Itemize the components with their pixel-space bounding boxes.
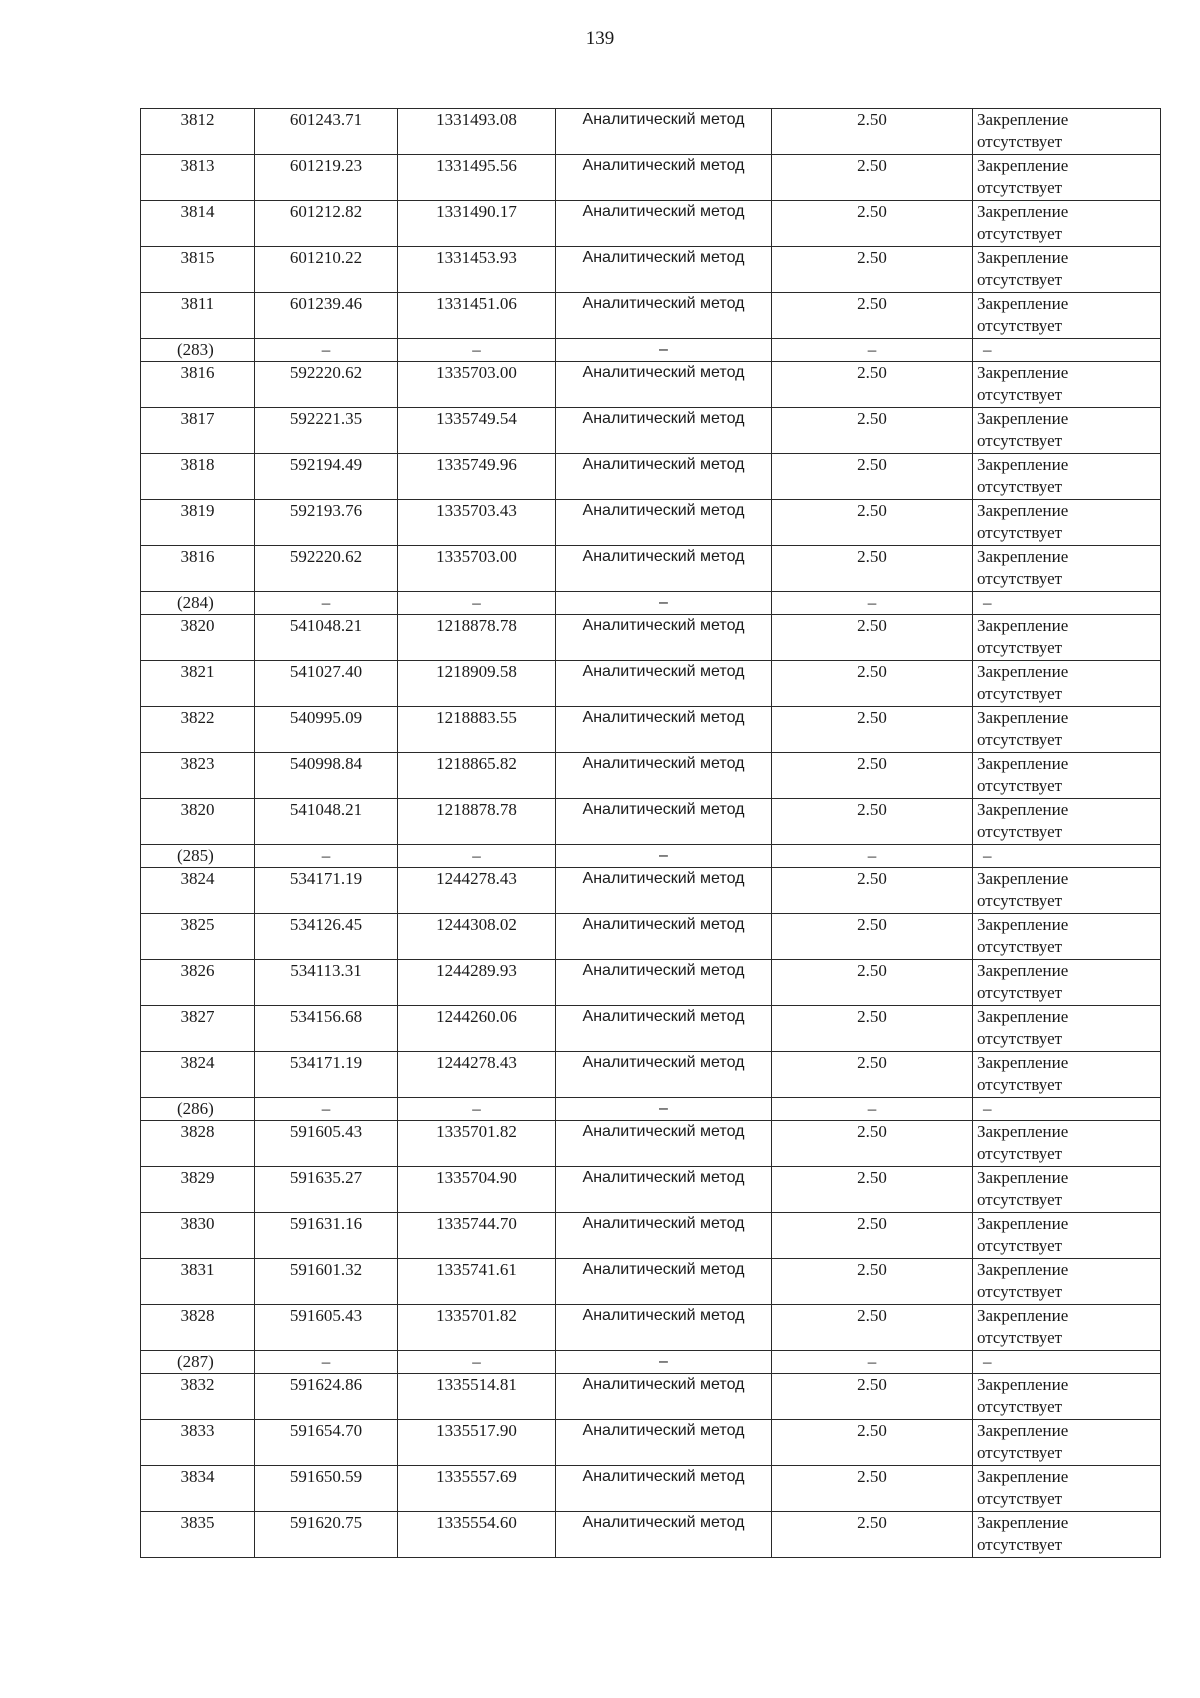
point-number-cell: 3816 <box>141 546 255 592</box>
method-cell: Аналитический метод <box>556 546 772 592</box>
accuracy-cell: 2.50 <box>772 661 973 707</box>
point-number-cell: 3830 <box>141 1213 255 1259</box>
y-coordinate-cell: 1335749.54 <box>398 408 556 454</box>
method-cell: Аналитический метод <box>556 408 772 454</box>
fixation-cell: Закрепление отсутствует <box>973 155 1161 201</box>
x-coordinate-cell: – <box>255 592 398 615</box>
table-row <box>141 201 1161 247</box>
x-coordinate-cell: 534171.19 <box>255 868 398 914</box>
method-cell: Аналитический метод <box>556 1259 772 1305</box>
method-cell: Аналитический метод <box>556 1121 772 1167</box>
point-number-cell: 3829 <box>141 1167 255 1213</box>
fixation-cell: – <box>973 845 1161 868</box>
accuracy-cell: 2.50 <box>772 109 973 155</box>
method-cell: Аналитический метод <box>556 1305 772 1351</box>
table-row <box>141 247 1161 293</box>
fixation-cell: Закрепление отсутствует <box>973 1167 1161 1213</box>
accuracy-cell: 2.50 <box>772 914 973 960</box>
method-cell: Аналитический метод <box>556 500 772 546</box>
method-cell: Аналитический метод <box>556 868 772 914</box>
y-coordinate-cell: 1335703.00 <box>398 362 556 408</box>
accuracy-cell: 2.50 <box>772 1213 973 1259</box>
fixation-cell: Закрепление отсутствует <box>973 109 1161 155</box>
y-coordinate-cell: 1331490.17 <box>398 201 556 247</box>
y-coordinate-cell: 1335557.69 <box>398 1466 556 1512</box>
point-number-cell: (286) <box>141 1098 255 1121</box>
y-coordinate-cell: 1244278.43 <box>398 868 556 914</box>
point-number-cell: 3814 <box>141 201 255 247</box>
table-row <box>141 155 1161 201</box>
point-number-cell: 3827 <box>141 1006 255 1052</box>
accuracy-cell: 2.50 <box>772 293 973 339</box>
x-coordinate-cell: 591631.16 <box>255 1213 398 1259</box>
table-row <box>141 1305 1161 1351</box>
fixation-cell: Закрепление отсутствует <box>973 408 1161 454</box>
x-coordinate-cell: 592194.49 <box>255 454 398 500</box>
point-number-cell: 3835 <box>141 1512 255 1558</box>
point-number-cell: 3820 <box>141 799 255 845</box>
y-coordinate-cell: 1244289.93 <box>398 960 556 1006</box>
method-cell: Аналитический метод <box>556 201 772 247</box>
method-cell: Аналитический метод <box>556 1374 772 1420</box>
fixation-cell: Закрепление отсутствует <box>973 661 1161 707</box>
point-number-cell: 3831 <box>141 1259 255 1305</box>
method-cell: Аналитический метод <box>556 1167 772 1213</box>
accuracy-cell: 2.50 <box>772 155 973 201</box>
y-coordinate-cell: 1244308.02 <box>398 914 556 960</box>
point-number-cell: 3811 <box>141 293 255 339</box>
page-number: 139 <box>585 28 615 49</box>
fixation-cell: Закрепление отсутствует <box>973 293 1161 339</box>
table-row <box>141 1006 1161 1052</box>
table-row <box>141 1213 1161 1259</box>
y-coordinate-cell: 1335554.60 <box>398 1512 556 1558</box>
x-coordinate-cell: 591650.59 <box>255 1466 398 1512</box>
point-number-cell: 3824 <box>141 1052 255 1098</box>
y-coordinate-cell: 1244278.43 <box>398 1052 556 1098</box>
x-coordinate-cell: 601210.22 <box>255 247 398 293</box>
accuracy-cell: 2.50 <box>772 201 973 247</box>
fixation-cell: – <box>973 339 1161 362</box>
table-row <box>141 615 1161 661</box>
fixation-cell: – <box>973 1351 1161 1374</box>
table-row <box>141 914 1161 960</box>
accuracy-cell: – <box>772 845 973 868</box>
fixation-cell: Закрепление отсутствует <box>973 753 1161 799</box>
table-row <box>141 1466 1161 1512</box>
accuracy-cell: 2.50 <box>772 1512 973 1558</box>
accuracy-cell: 2.50 <box>772 408 973 454</box>
method-cell: Аналитический метод <box>556 1512 772 1558</box>
y-coordinate-cell: 1335701.82 <box>398 1121 556 1167</box>
y-coordinate-cell: 1335517.90 <box>398 1420 556 1466</box>
point-number-cell: 3825 <box>141 914 255 960</box>
accuracy-cell: – <box>772 339 973 362</box>
accuracy-cell: 2.50 <box>772 247 973 293</box>
y-coordinate-cell: 1335749.96 <box>398 454 556 500</box>
table-row <box>141 1167 1161 1213</box>
method-cell: Аналитический метод <box>556 753 772 799</box>
fixation-cell: Закрепление отсутствует <box>973 201 1161 247</box>
accuracy-cell: 2.50 <box>772 960 973 1006</box>
method-cell: Аналитический метод <box>556 109 772 155</box>
x-coordinate-cell: 534126.45 <box>255 914 398 960</box>
table-row <box>141 500 1161 546</box>
accuracy-cell: 2.50 <box>772 1167 973 1213</box>
y-coordinate-cell: 1331453.93 <box>398 247 556 293</box>
x-coordinate-cell: 591601.32 <box>255 1259 398 1305</box>
fixation-cell: Закрепление отсутствует <box>973 1006 1161 1052</box>
method-cell: Аналитический метод <box>556 293 772 339</box>
x-coordinate-cell: 601243.71 <box>255 109 398 155</box>
point-number-cell: 3824 <box>141 868 255 914</box>
method-cell: Аналитический метод <box>556 362 772 408</box>
x-coordinate-cell: – <box>255 1351 398 1374</box>
x-coordinate-cell: 591654.70 <box>255 1420 398 1466</box>
table-row <box>141 1420 1161 1466</box>
method-cell: – <box>556 339 772 362</box>
fixation-cell: Закрепление отсутствует <box>973 1259 1161 1305</box>
y-coordinate-cell: – <box>398 1351 556 1374</box>
fixation-cell: Закрепление отсутствует <box>973 615 1161 661</box>
y-coordinate-cell: 1335744.70 <box>398 1213 556 1259</box>
method-cell: Аналитический метод <box>556 914 772 960</box>
table-row <box>141 753 1161 799</box>
accuracy-cell: 2.50 <box>772 868 973 914</box>
x-coordinate-cell: 541048.21 <box>255 615 398 661</box>
fixation-cell: Закрепление отсутствует <box>973 1121 1161 1167</box>
method-cell: Аналитический метод <box>556 1052 772 1098</box>
table-row <box>141 1259 1161 1305</box>
method-cell: Аналитический метод <box>556 247 772 293</box>
method-cell: Аналитический метод <box>556 615 772 661</box>
accuracy-cell: 2.50 <box>772 500 973 546</box>
point-number-cell: 3816 <box>141 362 255 408</box>
method-cell: – <box>556 592 772 615</box>
accuracy-cell: 2.50 <box>772 1121 973 1167</box>
fixation-cell: Закрепление отсутствует <box>973 1420 1161 1466</box>
y-coordinate-cell: 1218883.55 <box>398 707 556 753</box>
fixation-cell: Закрепление отсутствует <box>973 799 1161 845</box>
point-number-cell: 3828 <box>141 1305 255 1351</box>
method-cell: Аналитический метод <box>556 960 772 1006</box>
table-row <box>141 109 1161 155</box>
method-cell: Аналитический метод <box>556 155 772 201</box>
point-number-cell: 3828 <box>141 1121 255 1167</box>
fixation-cell: Закрепление отсутствует <box>973 362 1161 408</box>
x-coordinate-cell: – <box>255 339 398 362</box>
method-cell: – <box>556 845 772 868</box>
accuracy-cell: 2.50 <box>772 615 973 661</box>
fixation-cell: – <box>973 592 1161 615</box>
y-coordinate-cell: 1335514.81 <box>398 1374 556 1420</box>
fixation-cell: Закрепление отсутствует <box>973 1512 1161 1558</box>
y-coordinate-cell: 1218865.82 <box>398 753 556 799</box>
fixation-cell: Закрепление отсутствует <box>973 546 1161 592</box>
x-coordinate-cell: 591635.27 <box>255 1167 398 1213</box>
point-number-cell: (284) <box>141 592 255 615</box>
fixation-cell: Закрепление отсутствует <box>973 1305 1161 1351</box>
fixation-cell: Закрепление отсутствует <box>973 1466 1161 1512</box>
y-coordinate-cell: 1218909.58 <box>398 661 556 707</box>
y-coordinate-cell: 1218878.78 <box>398 615 556 661</box>
table-row <box>141 799 1161 845</box>
y-coordinate-cell: – <box>398 339 556 362</box>
method-cell: Аналитический метод <box>556 1213 772 1259</box>
fixation-cell: Закрепление отсутствует <box>973 707 1161 753</box>
fixation-cell: Закрепление отсутствует <box>973 500 1161 546</box>
contour-separator-row <box>141 1351 1161 1374</box>
y-coordinate-cell: 1331493.08 <box>398 109 556 155</box>
table-row <box>141 362 1161 408</box>
accuracy-cell: 2.50 <box>772 1420 973 1466</box>
method-cell: Аналитический метод <box>556 661 772 707</box>
y-coordinate-cell: 1331451.06 <box>398 293 556 339</box>
method-cell: – <box>556 1351 772 1374</box>
accuracy-cell: 2.50 <box>772 1466 973 1512</box>
table-row <box>141 661 1161 707</box>
x-coordinate-cell: 534113.31 <box>255 960 398 1006</box>
x-coordinate-cell: 591605.43 <box>255 1121 398 1167</box>
y-coordinate-cell: 1335701.82 <box>398 1305 556 1351</box>
accuracy-cell: 2.50 <box>772 362 973 408</box>
fixation-cell: Закрепление отсутствует <box>973 1374 1161 1420</box>
point-number-cell: 3822 <box>141 707 255 753</box>
table-row <box>141 293 1161 339</box>
x-coordinate-cell: 601219.23 <box>255 155 398 201</box>
accuracy-cell: – <box>772 592 973 615</box>
y-coordinate-cell: 1218878.78 <box>398 799 556 845</box>
y-coordinate-cell: – <box>398 592 556 615</box>
x-coordinate-cell: 591605.43 <box>255 1305 398 1351</box>
method-cell: Аналитический метод <box>556 454 772 500</box>
coordinates-table-body <box>141 109 1161 1558</box>
point-number-cell: 3821 <box>141 661 255 707</box>
table-row <box>141 960 1161 1006</box>
table-row <box>141 1374 1161 1420</box>
accuracy-cell: 2.50 <box>772 753 973 799</box>
y-coordinate-cell: 1335741.61 <box>398 1259 556 1305</box>
y-coordinate-cell: 1335703.43 <box>398 500 556 546</box>
accuracy-cell: 2.50 <box>772 546 973 592</box>
x-coordinate-cell: 592193.76 <box>255 500 398 546</box>
table-row <box>141 1512 1161 1558</box>
x-coordinate-cell: 540995.09 <box>255 707 398 753</box>
method-cell: Аналитический метод <box>556 1466 772 1512</box>
point-number-cell: 3813 <box>141 155 255 201</box>
accuracy-cell: 2.50 <box>772 1305 973 1351</box>
contour-separator-row <box>141 845 1161 868</box>
point-number-cell: 3823 <box>141 753 255 799</box>
x-coordinate-cell: 591620.75 <box>255 1512 398 1558</box>
point-number-cell: (287) <box>141 1351 255 1374</box>
y-coordinate-cell: 1244260.06 <box>398 1006 556 1052</box>
table-row <box>141 1121 1161 1167</box>
contour-separator-row <box>141 339 1161 362</box>
x-coordinate-cell: 601239.46 <box>255 293 398 339</box>
x-coordinate-cell: 592221.35 <box>255 408 398 454</box>
contour-separator-row <box>141 1098 1161 1121</box>
point-number-cell: 3812 <box>141 109 255 155</box>
point-number-cell: (283) <box>141 339 255 362</box>
y-coordinate-cell: – <box>398 845 556 868</box>
accuracy-cell: 2.50 <box>772 1006 973 1052</box>
x-coordinate-cell: 592220.62 <box>255 546 398 592</box>
x-coordinate-cell: 541027.40 <box>255 661 398 707</box>
contour-separator-row <box>141 592 1161 615</box>
fixation-cell: Закрепление отсутствует <box>973 868 1161 914</box>
point-number-cell: (285) <box>141 845 255 868</box>
fixation-cell: Закрепление отсутствует <box>973 1052 1161 1098</box>
y-coordinate-cell: 1335704.90 <box>398 1167 556 1213</box>
y-coordinate-cell: – <box>398 1098 556 1121</box>
fixation-cell: Закрепление отсутствует <box>973 454 1161 500</box>
method-cell: Аналитический метод <box>556 799 772 845</box>
accuracy-cell: 2.50 <box>772 1374 973 1420</box>
accuracy-cell: 2.50 <box>772 707 973 753</box>
point-number-cell: 3817 <box>141 408 255 454</box>
point-number-cell: 3833 <box>141 1420 255 1466</box>
x-coordinate-cell: 592220.62 <box>255 362 398 408</box>
x-coordinate-cell: 534171.19 <box>255 1052 398 1098</box>
fixation-cell: – <box>973 1098 1161 1121</box>
point-number-cell: 3832 <box>141 1374 255 1420</box>
point-number-cell: 3819 <box>141 500 255 546</box>
table-row <box>141 454 1161 500</box>
fixation-cell: Закрепление отсутствует <box>973 960 1161 1006</box>
x-coordinate-cell: – <box>255 845 398 868</box>
x-coordinate-cell: 591624.86 <box>255 1374 398 1420</box>
method-cell: – <box>556 1098 772 1121</box>
x-coordinate-cell: 601212.82 <box>255 201 398 247</box>
method-cell: Аналитический метод <box>556 1420 772 1466</box>
x-coordinate-cell: 541048.21 <box>255 799 398 845</box>
x-coordinate-cell: 540998.84 <box>255 753 398 799</box>
fixation-cell: Закрепление отсутствует <box>973 247 1161 293</box>
point-number-cell: 3820 <box>141 615 255 661</box>
fixation-cell: Закрепление отсутствует <box>973 914 1161 960</box>
method-cell: Аналитический метод <box>556 1006 772 1052</box>
y-coordinate-cell: 1335703.00 <box>398 546 556 592</box>
table-row <box>141 408 1161 454</box>
point-number-cell: 3815 <box>141 247 255 293</box>
point-number-cell: 3834 <box>141 1466 255 1512</box>
accuracy-cell: – <box>772 1098 973 1121</box>
table-row <box>141 546 1161 592</box>
x-coordinate-cell: 534156.68 <box>255 1006 398 1052</box>
accuracy-cell: 2.50 <box>772 1259 973 1305</box>
fixation-cell: Закрепление отсутствует <box>973 1213 1161 1259</box>
x-coordinate-cell: – <box>255 1098 398 1121</box>
accuracy-cell: – <box>772 1351 973 1374</box>
coordinates-table <box>140 108 1161 1558</box>
table-row <box>141 707 1161 753</box>
point-number-cell: 3818 <box>141 454 255 500</box>
y-coordinate-cell: 1331495.56 <box>398 155 556 201</box>
table-row <box>141 868 1161 914</box>
accuracy-cell: 2.50 <box>772 1052 973 1098</box>
table-row <box>141 1052 1161 1098</box>
point-number-cell: 3826 <box>141 960 255 1006</box>
method-cell: Аналитический метод <box>556 707 772 753</box>
accuracy-cell: 2.50 <box>772 799 973 845</box>
accuracy-cell: 2.50 <box>772 454 973 500</box>
